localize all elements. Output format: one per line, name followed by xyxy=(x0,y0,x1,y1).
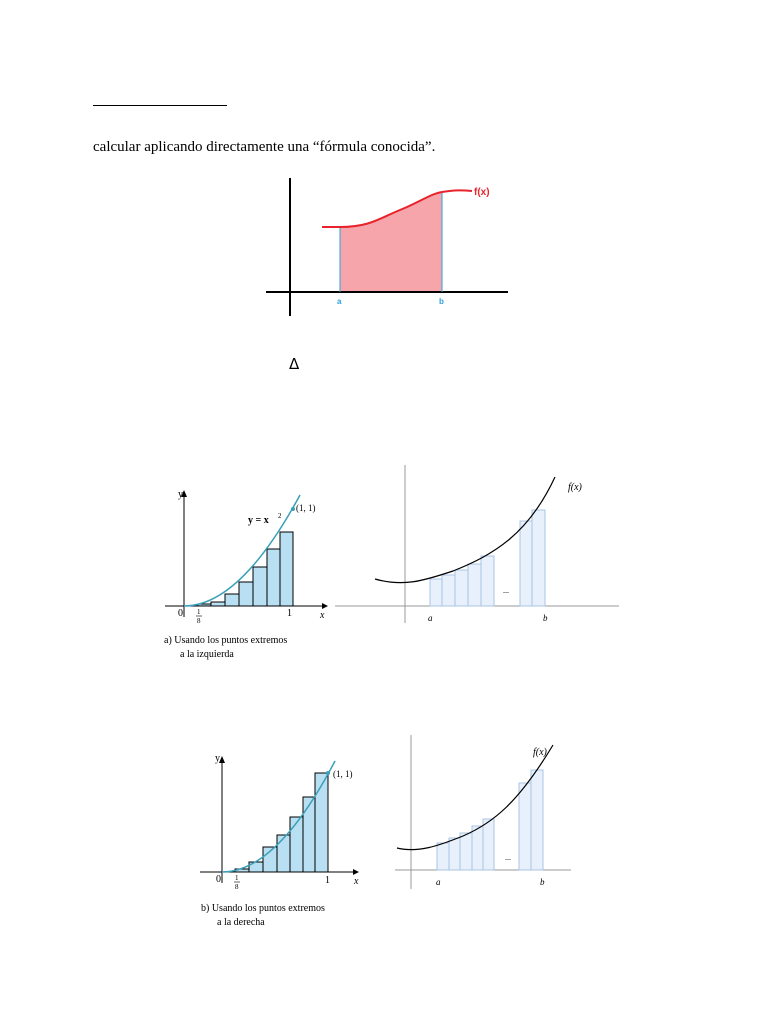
svg-text:1: 1 xyxy=(197,608,201,616)
svg-text:b: b xyxy=(543,613,548,623)
svg-text:y = x: y = x xyxy=(248,515,269,526)
right-rectangles xyxy=(235,773,328,872)
svg-text:1: 1 xyxy=(287,608,292,619)
svg-text:...: ... xyxy=(503,586,509,595)
svg-text:1: 1 xyxy=(325,875,330,886)
right-endpoints-figure xyxy=(195,745,375,935)
svg-text:8: 8 xyxy=(235,883,239,891)
b-label: b xyxy=(439,297,444,306)
a-label: a xyxy=(337,297,342,306)
svg-text:a la izquierda: a la izquierda xyxy=(180,649,234,660)
svg-text:...: ... xyxy=(505,853,511,862)
svg-text:y: y xyxy=(178,489,183,500)
delta-symbol: Δ xyxy=(289,355,300,373)
svg-text:1: 1 xyxy=(235,874,239,882)
svg-text:a) Usando los puntos extremos: a) Usando los puntos extremos xyxy=(164,635,288,646)
svg-text:(1, 1): (1, 1) xyxy=(333,769,353,779)
svg-text:x: x xyxy=(354,876,359,887)
svg-text:b) Usando los puntos extremos: b) Usando los puntos extremos xyxy=(201,903,325,914)
svg-text:2: 2 xyxy=(278,512,282,520)
fx-label: f(x) xyxy=(474,187,490,198)
body-text: calcular aplicando directamente una “fórmula conocida”. xyxy=(93,139,436,155)
svg-text:f(x): f(x) xyxy=(533,747,547,758)
svg-text:a: a xyxy=(436,877,441,887)
svg-text:x: x xyxy=(320,610,325,621)
rectangles xyxy=(437,770,543,870)
svg-text:b: b xyxy=(540,877,545,887)
svg-text:(1, 1): (1, 1) xyxy=(296,503,316,513)
general-rectangles-figure-1 xyxy=(333,463,623,628)
area-under-curve-figure xyxy=(260,172,515,322)
svg-text:y: y xyxy=(215,753,220,764)
separator-line xyxy=(93,105,227,106)
left-endpoints-figure xyxy=(160,485,340,675)
svg-text:f(x): f(x) xyxy=(568,482,582,493)
svg-text:8: 8 xyxy=(197,617,201,625)
svg-text:a: a xyxy=(428,613,433,623)
svg-text:a la derecha: a la derecha xyxy=(217,917,265,928)
svg-text:0: 0 xyxy=(178,608,183,619)
left-rectangles xyxy=(198,532,293,606)
rectangles xyxy=(430,510,545,606)
general-rectangles-figure-2 xyxy=(393,733,583,893)
svg-text:0: 0 xyxy=(216,874,221,885)
shaded-area xyxy=(340,192,442,292)
